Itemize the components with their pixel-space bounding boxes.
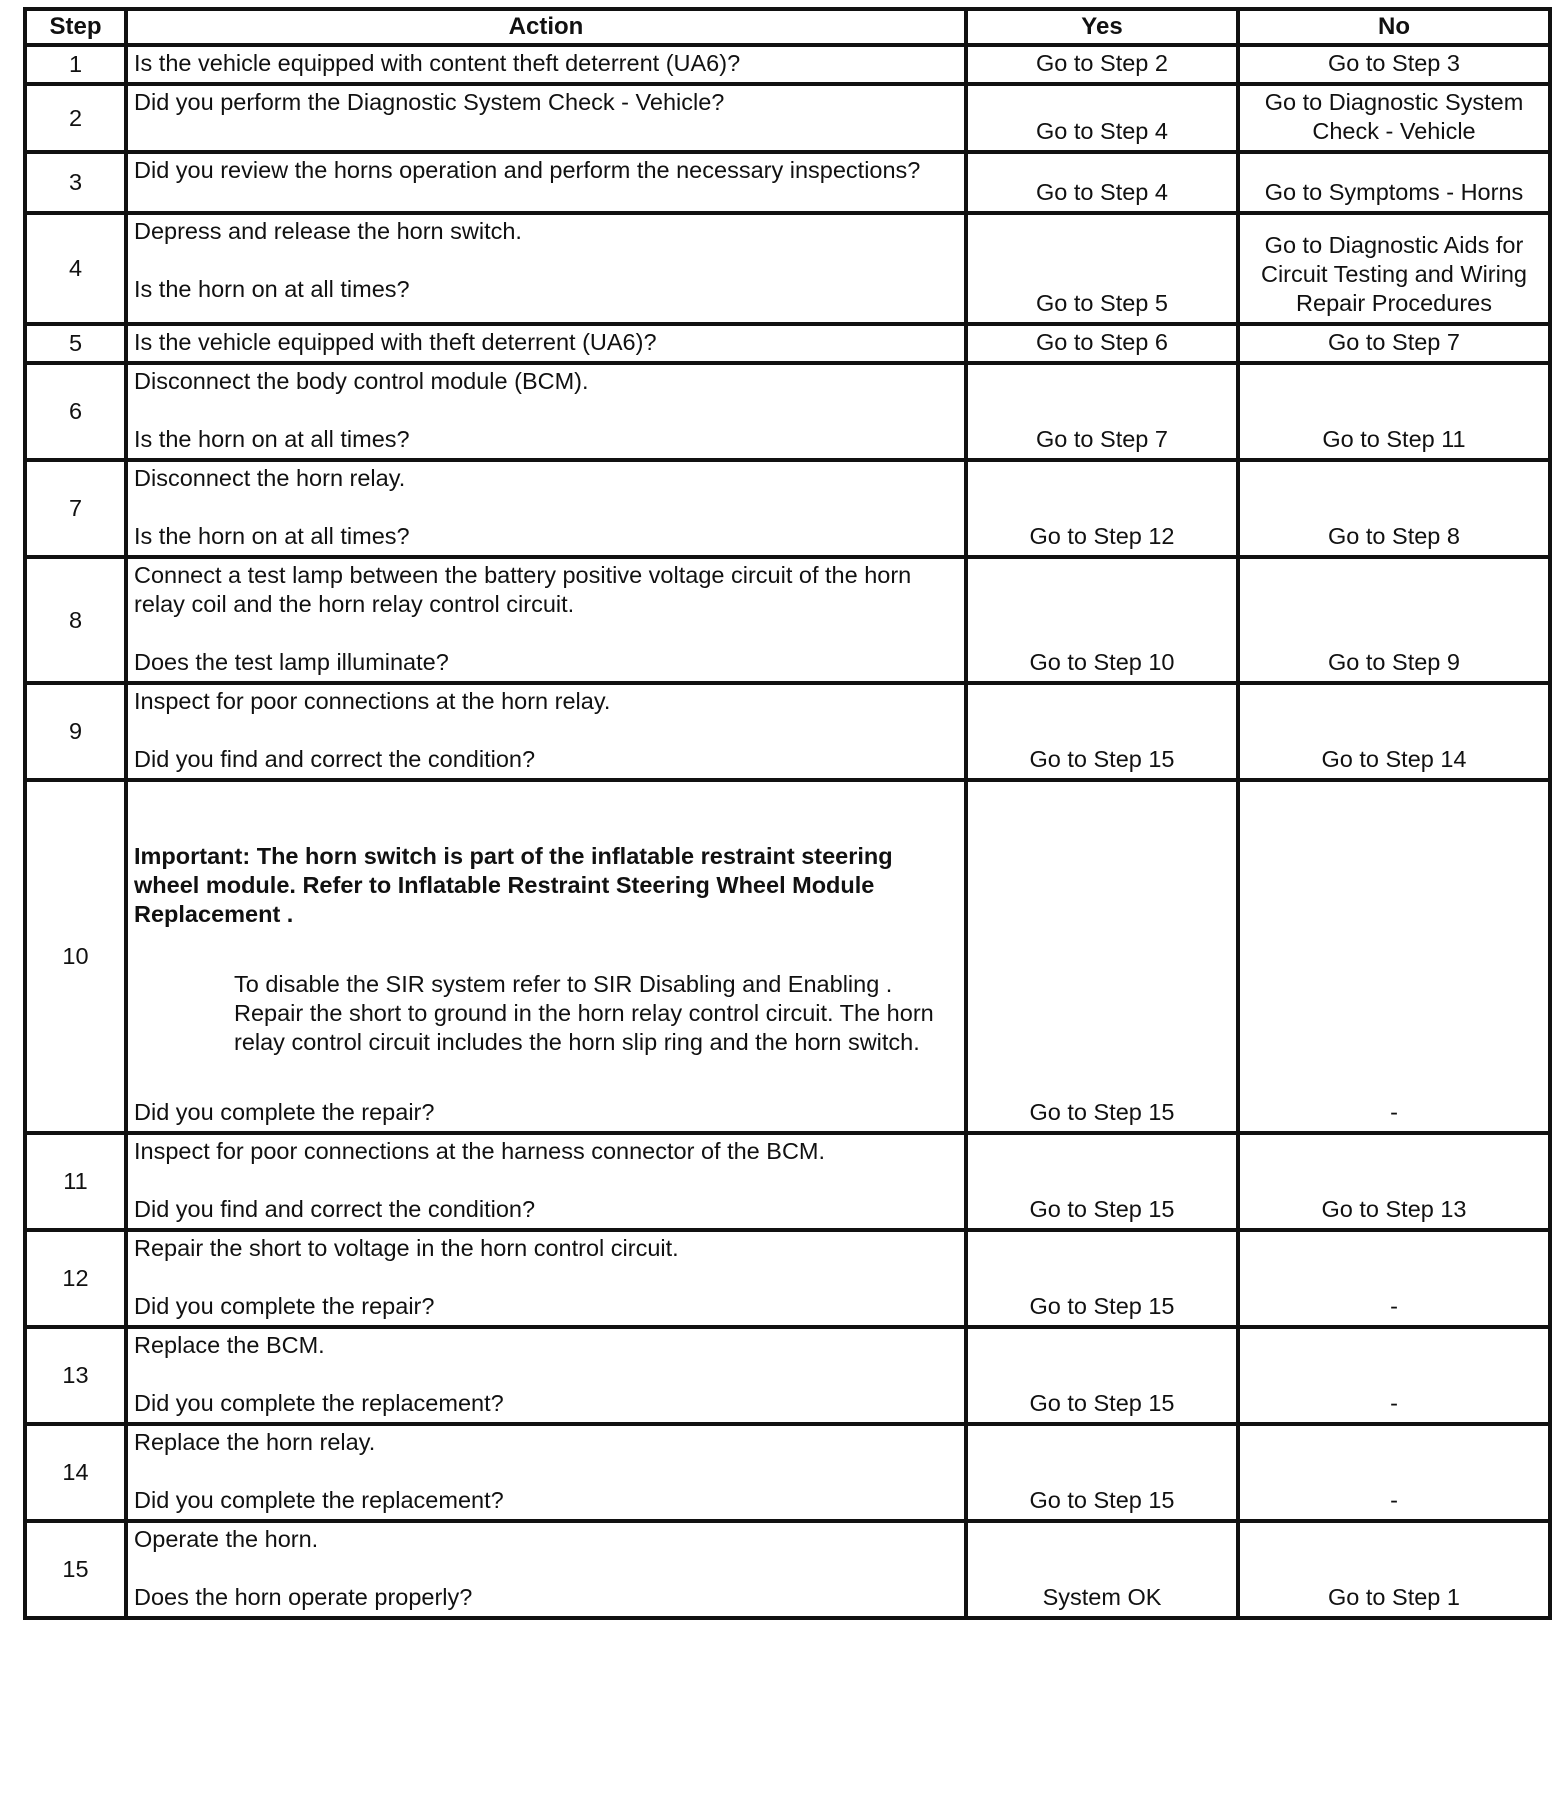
no-result: Go to Diagnostic Aids for Circuit Testing and Wiring Repair Procedures bbox=[1238, 213, 1550, 324]
action-cell bbox=[126, 45, 966, 84]
no-result: Go to Step 9 bbox=[1238, 557, 1550, 683]
diagnostic-table bbox=[23, 7, 1552, 1620]
action-question: Is the vehicle equipped with content theft deterrent (UA6)? bbox=[134, 50, 741, 76]
yes-result: Go to Step 5 bbox=[966, 213, 1238, 324]
table-row bbox=[25, 324, 1550, 363]
action-question: Did you perform the Diagnostic System Check - Vehicle? bbox=[134, 89, 725, 115]
header-action: Action bbox=[126, 9, 966, 45]
action-question: Did you complete the replacement? bbox=[134, 1487, 504, 1513]
step-number: 2 bbox=[25, 84, 126, 152]
action-question: Did you find and correct the condition? bbox=[134, 1196, 536, 1222]
step-number: 14 bbox=[25, 1424, 126, 1521]
step-number: 13 bbox=[25, 1327, 126, 1424]
action-cell bbox=[126, 84, 966, 152]
no-result: Go to Step 14 bbox=[1238, 683, 1550, 780]
important-note: Important: The horn switch is part of the inflatable restraint steering wheel module. Refer to Inflatable Restraint Steering Wheel Module Replacement . bbox=[134, 843, 893, 927]
step-number: 12 bbox=[25, 1230, 126, 1327]
action-cell bbox=[126, 1133, 966, 1230]
action-instruction: Replace the BCM. bbox=[134, 1332, 325, 1358]
action-cell bbox=[126, 557, 966, 683]
yes-result: Go to Step 4 bbox=[966, 152, 1238, 213]
yes-result: Go to Step 15 bbox=[966, 1230, 1238, 1327]
action-question: Is the vehicle equipped with theft deterrent (UA6)? bbox=[134, 329, 657, 355]
action-question: Did you complete the repair? bbox=[134, 1293, 435, 1319]
no-result: Go to Step 8 bbox=[1238, 460, 1550, 557]
table-row bbox=[25, 45, 1550, 84]
table-row bbox=[25, 460, 1550, 557]
yes-result: Go to Step 15 bbox=[966, 1327, 1238, 1424]
table-row bbox=[25, 683, 1550, 780]
no-result: Go to Step 7 bbox=[1238, 324, 1550, 363]
yes-result: Go to Step 4 bbox=[966, 84, 1238, 152]
action-question: Is the horn on at all times? bbox=[134, 276, 410, 302]
action-question: Does the test lamp illuminate? bbox=[134, 649, 449, 675]
no-result: - bbox=[1238, 1327, 1550, 1424]
repair-instructions: To disable the SIR system refer to SIR Disabling and Enabling . Repair the short to ground in the horn relay control circuit. The horn relay control circuit includes the horn slip ring and the horn switch. bbox=[234, 971, 934, 1055]
step-number: 4 bbox=[25, 213, 126, 324]
table-row bbox=[25, 1424, 1550, 1521]
action-instruction: Repair the short to voltage in the horn control circuit. bbox=[134, 1235, 679, 1261]
yes-result: Go to Step 15 bbox=[966, 683, 1238, 780]
yes-result: Go to Step 6 bbox=[966, 324, 1238, 363]
action-cell bbox=[126, 1424, 966, 1521]
table-row bbox=[25, 84, 1550, 152]
no-result: Go to Step 1 bbox=[1238, 1521, 1550, 1618]
header-step: Step bbox=[25, 9, 126, 45]
action-cell bbox=[126, 152, 966, 213]
step-number: 15 bbox=[25, 1521, 126, 1618]
step-number: 7 bbox=[25, 460, 126, 557]
diagnostic-table-container bbox=[23, 7, 1548, 1620]
table-row bbox=[25, 557, 1550, 683]
table-row bbox=[25, 363, 1550, 460]
action-question: Is the horn on at all times? bbox=[134, 523, 410, 549]
no-result: Go to Symptoms - Horns bbox=[1238, 152, 1550, 213]
action-cell bbox=[126, 780, 966, 1133]
action-cell bbox=[126, 324, 966, 363]
yes-result: Go to Step 10 bbox=[966, 557, 1238, 683]
action-cell bbox=[126, 213, 966, 324]
step-number: 11 bbox=[25, 1133, 126, 1230]
no-result: Go to Step 13 bbox=[1238, 1133, 1550, 1230]
action-cell bbox=[126, 363, 966, 460]
action-question: Did you complete the replacement? bbox=[134, 1390, 504, 1416]
no-result: - bbox=[1238, 780, 1550, 1133]
action-question: Is the horn on at all times? bbox=[134, 426, 410, 452]
table-header-row bbox=[25, 9, 1550, 45]
yes-result: System OK bbox=[966, 1521, 1238, 1618]
no-result: Go to Step 3 bbox=[1238, 45, 1550, 84]
action-question: Did you complete the repair? bbox=[134, 1099, 435, 1125]
yes-result: Go to Step 12 bbox=[966, 460, 1238, 557]
yes-result: Go to Step 15 bbox=[966, 1133, 1238, 1230]
step-number: 5 bbox=[25, 324, 126, 363]
action-instruction: Replace the horn relay. bbox=[134, 1429, 376, 1455]
table-row bbox=[25, 213, 1550, 324]
action-instruction: Disconnect the horn relay. bbox=[134, 465, 406, 491]
table-row bbox=[25, 1521, 1550, 1618]
header-yes: Yes bbox=[966, 9, 1238, 45]
table-row bbox=[25, 780, 1550, 1133]
no-result: - bbox=[1238, 1230, 1550, 1327]
no-result: Go to Diagnostic System Check - Vehicle bbox=[1238, 84, 1550, 152]
table-row bbox=[25, 1327, 1550, 1424]
table-row bbox=[25, 1230, 1550, 1327]
no-result: Go to Step 11 bbox=[1238, 363, 1550, 460]
step-number: 3 bbox=[25, 152, 126, 213]
action-instruction: Inspect for poor connections at the horn relay. bbox=[134, 688, 611, 714]
table-row bbox=[25, 152, 1550, 213]
yes-result: Go to Step 2 bbox=[966, 45, 1238, 84]
step-number: 8 bbox=[25, 557, 126, 683]
action-cell bbox=[126, 683, 966, 780]
yes-result: Go to Step 7 bbox=[966, 363, 1238, 460]
no-result: - bbox=[1238, 1424, 1550, 1521]
action-instruction: Inspect for poor connections at the harness connector of the BCM. bbox=[134, 1138, 826, 1164]
step-number: 9 bbox=[25, 683, 126, 780]
step-number: 6 bbox=[25, 363, 126, 460]
action-question: Does the horn operate properly? bbox=[134, 1584, 473, 1610]
action-cell bbox=[126, 1327, 966, 1424]
action-instruction: Disconnect the body control module (BCM). bbox=[134, 368, 589, 394]
action-instruction: Operate the horn. bbox=[134, 1526, 319, 1552]
action-cell bbox=[126, 1230, 966, 1327]
table-row bbox=[25, 1133, 1550, 1230]
action-instruction: Connect a test lamp between the battery positive voltage circuit of the horn relay coil and the horn relay control circuit. bbox=[134, 562, 912, 617]
yes-result: Go to Step 15 bbox=[966, 780, 1238, 1133]
action-cell bbox=[126, 460, 966, 557]
action-instruction: Depress and release the horn switch. bbox=[134, 218, 522, 244]
yes-result: Go to Step 15 bbox=[966, 1424, 1238, 1521]
step-number: 10 bbox=[25, 780, 126, 1133]
action-question: Did you review the horns operation and perform the necessary inspections? bbox=[134, 157, 921, 183]
step-number: 1 bbox=[25, 45, 126, 84]
action-cell bbox=[126, 1521, 966, 1618]
action-question: Did you find and correct the condition? bbox=[134, 746, 536, 772]
header-no: No bbox=[1238, 9, 1550, 45]
